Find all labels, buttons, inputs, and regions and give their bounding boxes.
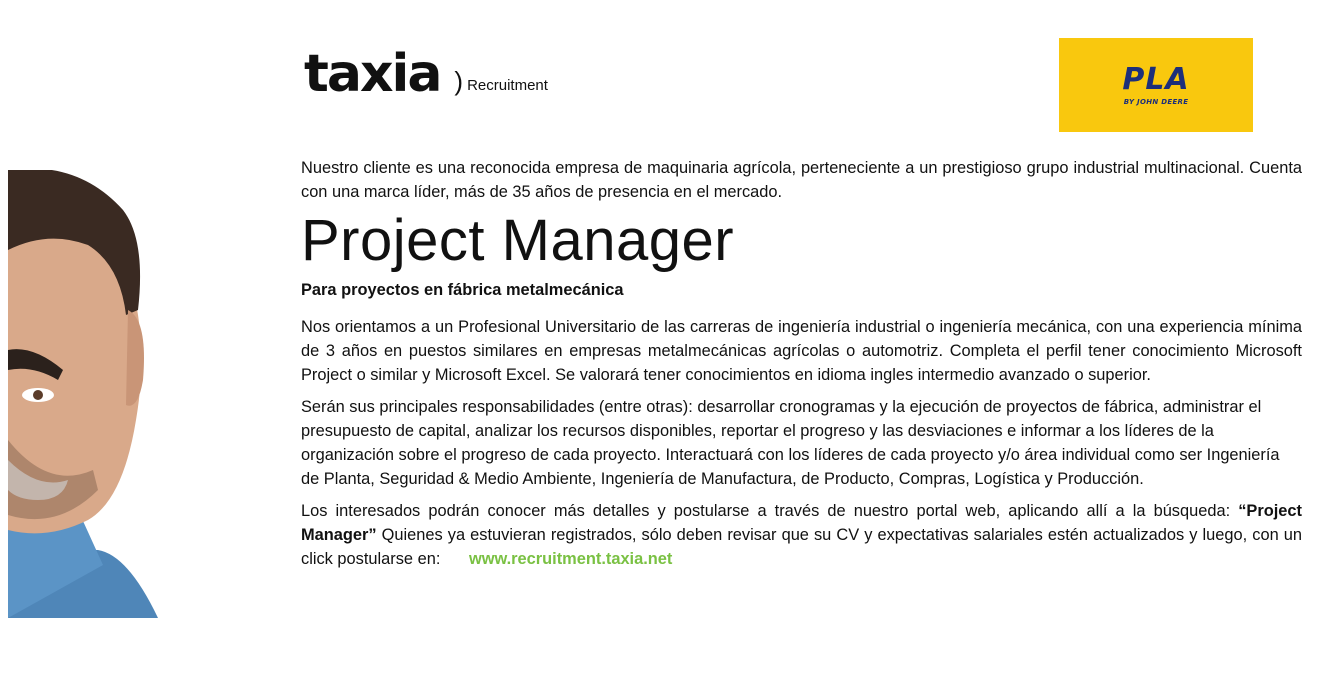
profile-paragraph: Nos orientamos a un Profesional Universitario de las carreras de ingeniería industrial o ingeniería mecánica, con una experiencia mínima de 3 años en puestos similares en empresas metalmecánicas agrícolas o automotriz. Completa el perfil tener conocimiento Microsoft Project o similar y Microsoft Excel. Se valorará tener conocimientos en idioma ingles intermedio avanzado o superior. — [301, 318, 1302, 384]
pla-logo — [1059, 38, 1253, 132]
pla-wordmark: PLA — [1122, 61, 1190, 97]
taxia-recruitment-logo — [304, 44, 548, 104]
job-title: Project Manager — [301, 208, 735, 273]
search-term: “Project Manager” — [301, 502, 1302, 544]
taxia-wordmark: taxia — [304, 44, 441, 104]
job-subtitle: Para proyectos en fábrica metalmecánica — [301, 281, 624, 299]
taxia-tagline: Recruitment — [467, 77, 548, 94]
candidate-photo — [8, 170, 180, 618]
company-intro: Nuestro cliente es una reconocida empresa de maquinaria agrícola, perteneciente a un prestigioso grupo industrial multinacional. Cuenta con una marca líder, más de 35 años de presencia en el mercado. — [301, 159, 1302, 201]
pla-tagline: BY JOHN DEERE — [1123, 97, 1189, 106]
responsibilities-paragraph: Serán sus principales responsabilidades (entre otras): desarrollar cronogramas y la ejecución de proyectos de fábrica, administrar el presupuesto de capital, analizar los recursos disponibles, reportar el progreso y las desviaciones e informar a los líderes de la organización sobre el progreso de cada proyecto. Interactuará con los líderes de cada proyecto y/o área individual como ser Ingeniería de Planta, Seguridad & Medio Ambiente, Ingeniería de Manufactura, de Producto, Compras, Logística y Producción. — [301, 398, 1280, 488]
apply-text-1: Los interesados podrán conocer más detalles y postularse a través de nuestro portal web, aplicando allí a la búsqueda: — [301, 502, 1231, 520]
paren-glyph-icon: ) — [454, 66, 464, 96]
job-ad-body — [301, 156, 1302, 571]
apply-text-2: Quienes ya estuvieran registrados, sólo deben revisar que su CV y expectativas salariales estén actualizados y luego, con un click postularse en: — [301, 526, 1302, 568]
apply-paragraph — [301, 499, 1302, 571]
man-portrait-image — [8, 170, 180, 618]
recruitment-portal-link[interactable]: www.recruitment.taxia.net — [468, 550, 673, 568]
